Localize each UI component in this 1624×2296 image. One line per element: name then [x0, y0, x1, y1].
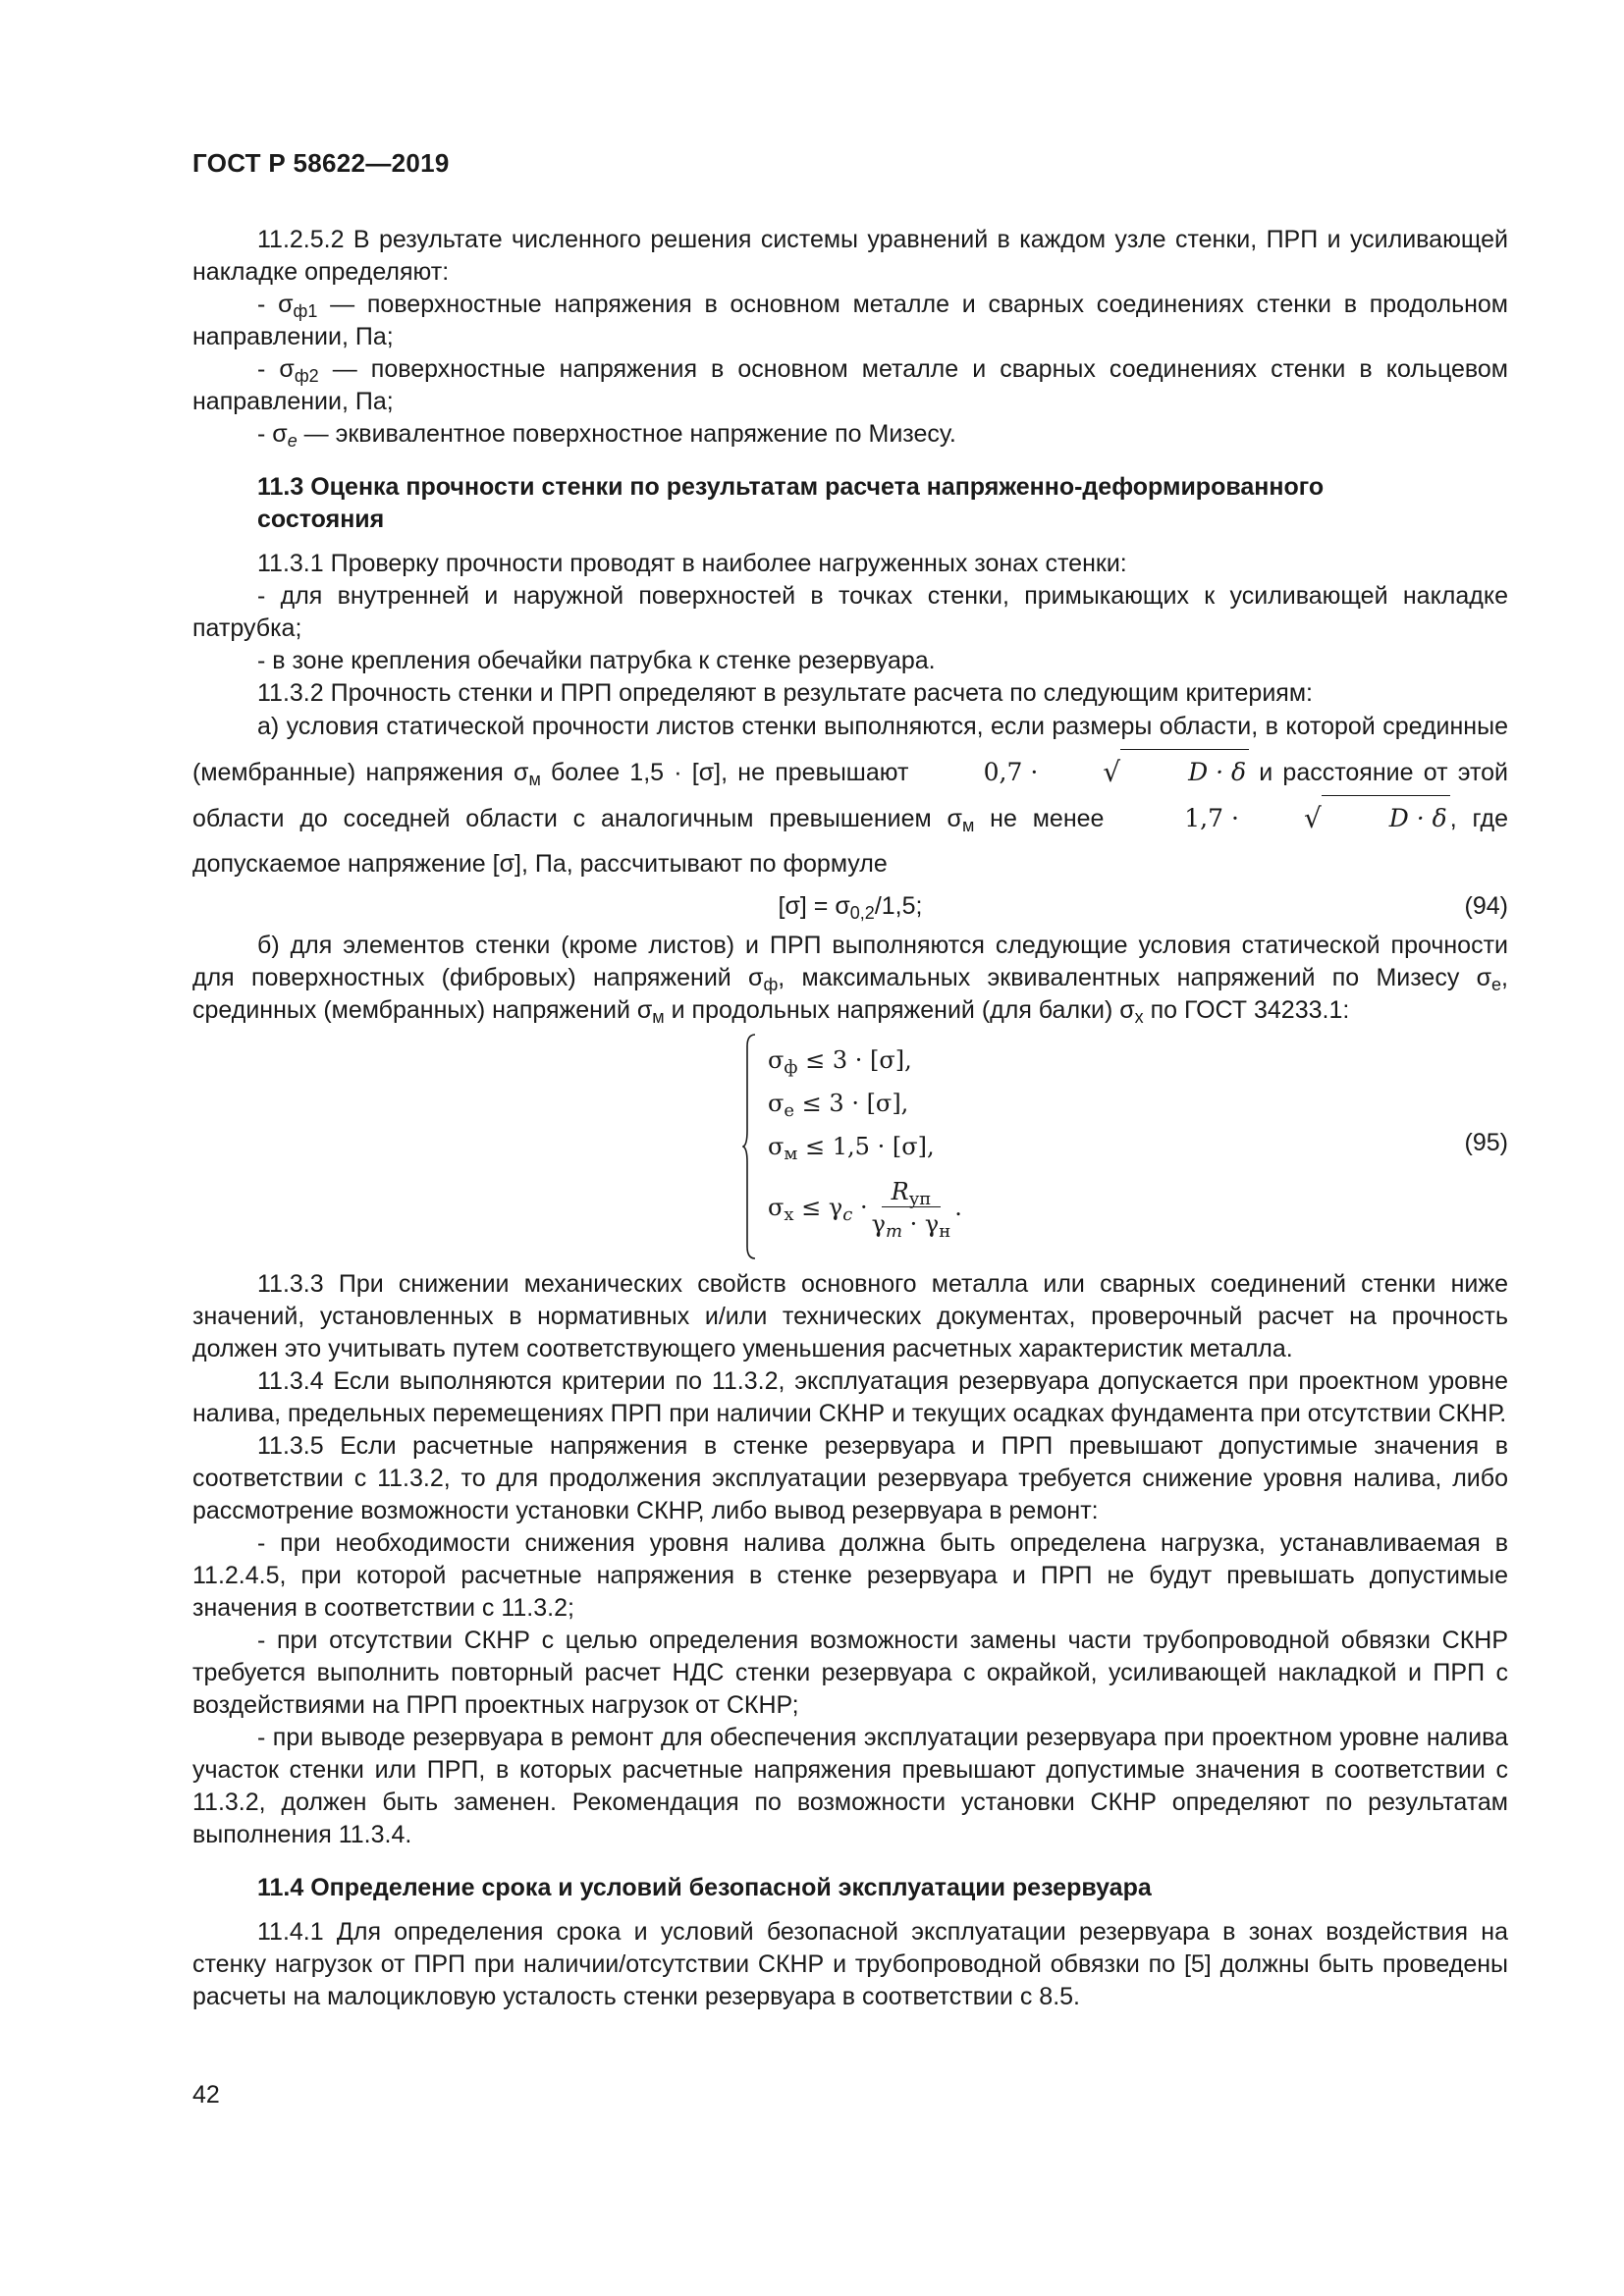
sqrt-expression-0-7: 0,7 · √ D · δ — [919, 749, 1249, 795]
inequality-sigma-f: $\sigma_ф \le 3 \cdot [\sigma]$, — [768, 1046, 912, 1078]
formula-94: $[\sigma] = \sigma_{0,2}/1,5$; (94) — [778, 892, 1508, 923]
list-item-no-sknr: - при отсутствии СКНР с целью определения возможности замены части трубопроводной обвязки СКНР требуется выполнить повторный расчет НДС стенки резервуара с окрайкой, усиливающей накладкой и ПРП с воздействиями на ПРП проектных нагрузок от СКНР; — [192, 1627, 1508, 1719]
paragraph-11-3-5: 11.3.5 Если расчетные напряжения в стенке резервуара и ПРП превышают допустимые значения в соответствии с 11.3.2, то для продолжения эксплуатации резервуара требуется снижение уровня налива, либо рассмотрение возможности установки СКНР, либо вывод резервуара в ремонт: — [192, 1432, 1508, 1524]
paragraph-11-2-5-2: 11.2.5.2 В результате численного решения системы уравнений в каждом узле стенки, ПРП и усиливающей накладке определяют: — [192, 226, 1508, 286]
list-item-sigma-e: - $\sigma_e$ — эквивалентное поверхностное напряжение по Мизесу. — [257, 420, 956, 451]
paragraph-criterion-a: а) условия статической прочности листов стенки выполняются, если размеры области, в которой срединные (мембранные) напряжения $\sigma_м$ более 1,5 · [σ], не превышают 0,7 · √ D · δ и расстояние от этой области до соседней области с аналогичным превышением $\sigma_м$ не менее 1,7 · √ D · δ , где допускаемое напряжение [σ], Па, рассчитывают по формуле — [192, 713, 1508, 878]
left-brace-icon — [742, 1033, 756, 1260]
formula-95-system — [192, 1033, 1508, 1264]
list-item-inner-outer-surfaces: - для внутренней и наружной поверхностей в точках стенки, примыкающих к усиливающей накладке патрубка; — [192, 582, 1508, 642]
equation-number-94: (94) — [1464, 892, 1508, 920]
section-heading-11-4: 11.4 Определение срока и условий безопасной эксплуатации резервуара — [257, 1874, 1152, 1901]
paragraph-11-3-1: 11.3.1 Проверку прочности проводят в наиболее нагруженных зонах стенки: — [257, 550, 1127, 577]
list-item-sigma-f2: - $\sigma_{ф2}$ — поверхностные напряжения в основном металле и сварных соединениях стенки в кольцевом направлении, Па; — [192, 355, 1508, 415]
paragraph-11-3-4: 11.3.4 Если выполняются критерии по 11.3.2, эксплуатация резервуара допускается при проектном уровне налива, предельных перемещениях ПРП при наличии СКНР и текущих осадках фундамента при отсутствии СКНР. — [192, 1367, 1508, 1427]
equation-number-95: (95) — [1464, 1129, 1508, 1156]
inequality-sigma-m: $\sigma_м \le 1,5 \cdot [\sigma]$, — [768, 1133, 935, 1164]
paragraph-11-3-3: 11.3.3 При снижении механических свойств основного металла или сварных соединений стенки ниже значений, установленных в нормативных и/или технических документах, проверочный расчет на прочность должен это учитывать путем соответствующего уменьшения расчетных характеристик металла. — [192, 1270, 1508, 1362]
page-number: 42 — [192, 2081, 220, 2109]
document-header: ГОСТ Р 58622—2019 — [192, 148, 450, 178]
list-item-reduce-fill-level: - при необходимости снижения уровня налива должна быть определена нагрузка, устанавливаемая в 11.2.4.5, при которой расчетные напряжения в стенке резервуара и ПРП не будут превышать допустимые значения в соответствии с 11.3.2; — [192, 1529, 1508, 1622]
paragraph-criterion-b: б) для элементов стенки (кроме листов) и ПРП выполняются следующие условия статической прочности для поверхностных (фибровых) напряжений $\sigma_ф$, максимальных эквивалентных напряжений по Мизесу $\sigma_e$, срединных (мембранных) напряжений $\sigma_м$ и продольных напряжений (для балки) $\sigma_x$ по ГОСТ 34233.1: — [192, 932, 1508, 1027]
list-item-sigma-f1: - $\sigma_{ф1}$ — поверхностные напряжения в основном металле и сварных соединениях стенки в продольном направлении, Па; — [192, 291, 1508, 350]
inequality-sigma-e: $\sigma_e \le 3 \cdot [\sigma]$, — [768, 1090, 909, 1121]
sqrt-expression-1-7: 1,7 · √ D · δ — [1119, 795, 1449, 841]
paragraph-11-3-2: 11.3.2 Прочность стенки и ПРП определяют в результате расчета по следующим критериям: — [257, 679, 1313, 707]
document-body — [192, 224, 1508, 2013]
list-item-repair: - при выводе резервуара в ремонт для обеспечения эксплуатации резервуара при проектном уровне налива участок стенки или ПРП, в которых расчетные напряжения превышают допустимые значения в соответствии с 11.3.2, должен быть заменен. Рекомендация по возможности установки СКНР определяют по результатам выполнения 11.3.4. — [192, 1724, 1508, 1848]
section-heading-11-3: 11.3 Оценка прочности стенки по результатам расчета напряженно-деформированного состояния — [257, 473, 1325, 533]
fraction-r-up: $\frac{R_{уп}}{\gamma_m \cdot \gamma_н}$ — [871, 1178, 951, 1242]
inequality-sigma-x: $\sigma_x \le \gamma_c$ · $\frac{R_{уп}}{\gamma_m \cdot \gamma_н}$ . — [768, 1178, 962, 1242]
paragraph-11-4-1: 11.4.1 Для определения срока и условий безопасной эксплуатации резервуара в зонах воздействия на стенку нагрузок от ПРП при наличии/отсутствии СКНР и трубопроводной обвязки по [5] должны быть проведены расчеты на малоцикловую усталость стенки резервуара в соответствии с 8.5. — [192, 1918, 1508, 2010]
list-item-nozzle-attachment: - в зоне крепления обечайки патрубка к стенке резервуара. — [257, 647, 936, 674]
